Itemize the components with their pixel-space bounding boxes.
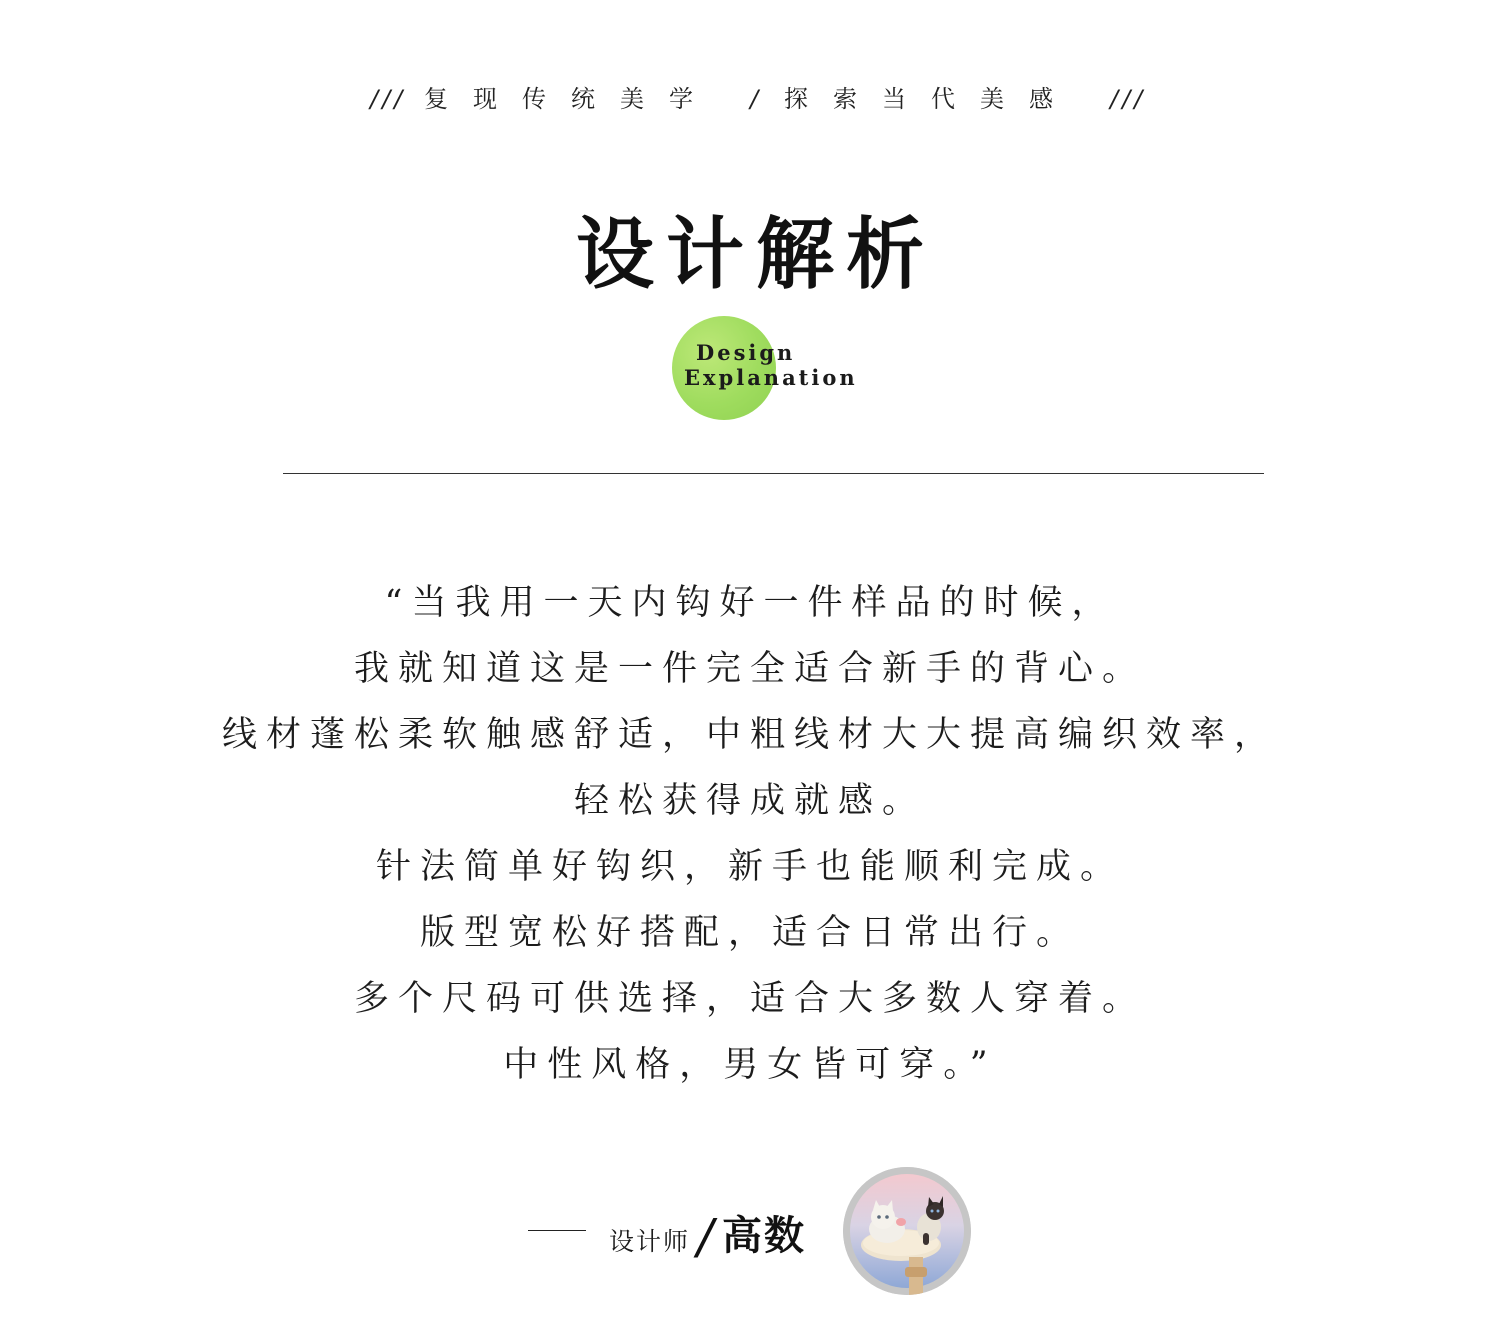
cats-avatar-icon xyxy=(843,1167,971,1295)
badge-line-explanation: Explanation xyxy=(684,365,858,390)
mid-slash: / xyxy=(750,85,763,113)
design-quote xyxy=(0,570,1500,1098)
page-title: 设计解析 xyxy=(575,209,936,300)
designer-name: 高数 xyxy=(722,1212,806,1259)
header-tagline xyxy=(0,82,1500,116)
quote-line: 针法简单好钩织，新手也能顺利完成。 xyxy=(375,847,1124,887)
quote-line: 我就知道这是一件完全适合新手的背心。 xyxy=(353,649,1146,689)
signature-dash xyxy=(528,1230,586,1231)
quote-line: 版型宽松好搭配，适合日常出行。 xyxy=(419,913,1080,953)
right-tagline: 探索当代美感 xyxy=(784,85,1078,113)
left-slashes: /// xyxy=(370,85,407,113)
quote-line: 多个尺码可供选择，适合大多数人穿着。 xyxy=(353,979,1146,1019)
left-tagline: 复现传统美学 xyxy=(424,85,718,113)
quote-line: 线材蓬松柔软触感舒适，中粗线材大大提高编织效率， xyxy=(221,715,1278,755)
badge-line-design: Design xyxy=(696,340,796,365)
right-slashes: /// xyxy=(1110,85,1147,113)
badge-text xyxy=(684,340,858,390)
section-divider xyxy=(283,473,1264,474)
quote-line: 轻松获得成就感。 xyxy=(573,781,926,821)
quote-line: “当我用一天内钩好一件样品的时候， xyxy=(384,583,1116,623)
quote-line: 中性风格，男女皆可穿。” xyxy=(503,1045,997,1085)
designer-role: 设计师 xyxy=(609,1227,691,1256)
signature-slash: / xyxy=(697,1209,714,1265)
